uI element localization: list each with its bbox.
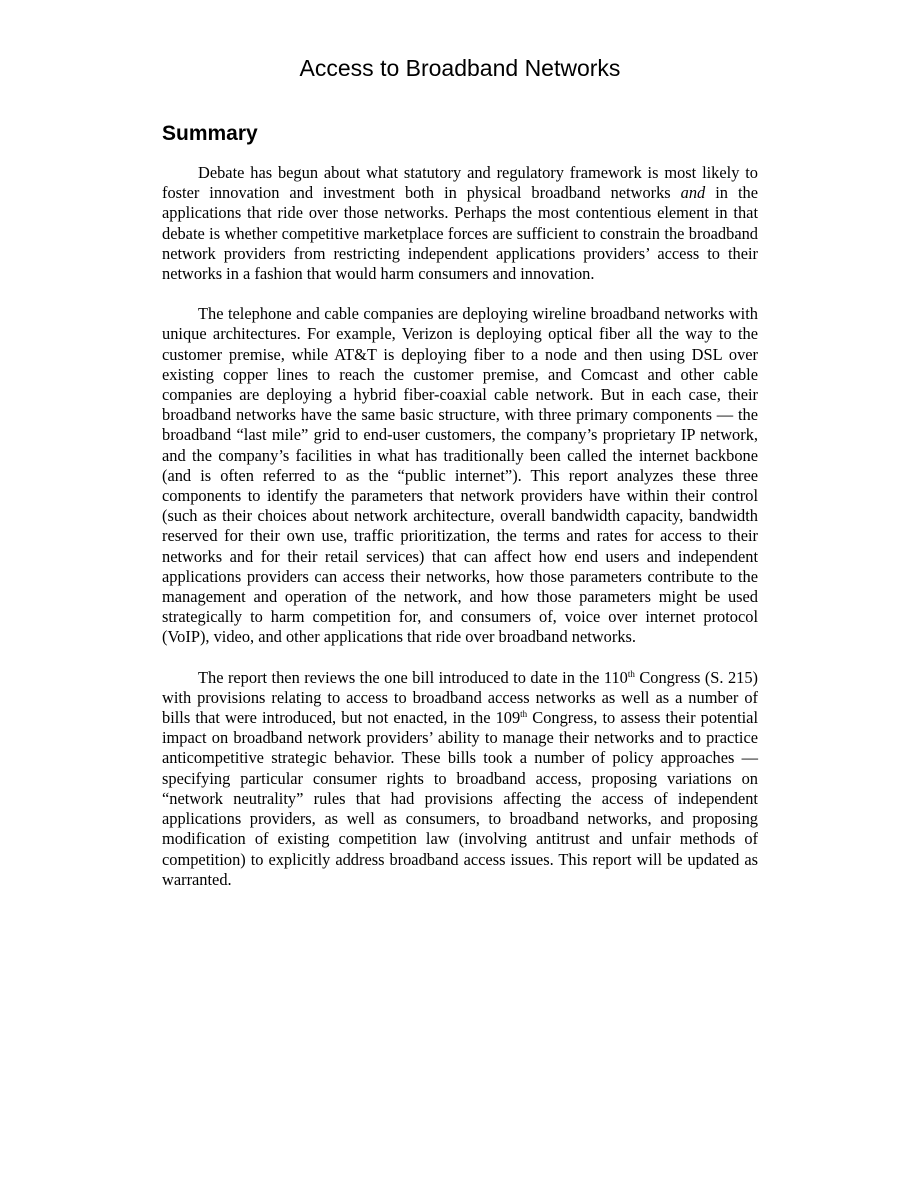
paragraph-1-text-a: Debate has begun about what statutory and regulatory framework is most likely to foster innovation and investment both in physical broadband networks bbox=[162, 163, 758, 203]
paragraph-3-text-b: Congress (S. 215) with provisions relating to access to broadband access networks as well as a number of bills that were introduced, but not enacted, in the 109 bbox=[162, 667, 758, 728]
summary-paragraph-2: The telephone and cable companies are deploying wireline broadband networks with unique architectures. For example, Verizon is deploying optical fiber all the way to the customer premise, while AT&T is deploying fiber to a node and then using DSL over existing copper lines to reach the customer premise, and Comcast and other cable companies are deploying a hybrid fiber-coaxial cable network. But in each case, their broadband networks have the same basic structure, with three primary components — the broadband “last mile” grid to end-user customers, the company’s proprietary IP network, and the company’s facilities in what has traditionally been called the internet backbone (and is often referred to as the “public internet”). This report analyzes these three components to identify the parameters that network providers have within their control (such as their choices about network architecture, overall bandwidth capacity, bandwidth reserved for their own use, traffic prioritization, the terms and rates for access to their networks and for their retail services) that can affect how end users and independent applications providers can access their networks, how those parameters contribute to the management and operation of the network, and how those parameters might be used strategically to harm competition for, and consumers of, voice over internet protocol (VoIP), video, and other applications that ride over broadband networks. bbox=[162, 304, 758, 647]
paragraph-1-text-b: in the applications that ride over those networks. Perhaps the most contentious element in that debate is whether competitive marketplace forces are sufficient to constrain the broadband network providers from restricting independent applications providers’ access to their networks in a fashion that would harm consumers and innovation. bbox=[162, 183, 758, 284]
paragraph-3-text-c: Congress, to assess their potential impact on broadband network providers’ ability to manage their networks and to practice anticompetitive strategic behavior. These bills took a number of policy approaches — specifying particular consumer rights to broadband access, proposing variations on “network neutrality” rules that had provisions affecting the access of independent applications providers, as well as consumers, to broadband networks, and proposing modification of existing competition law (involving antitrust and unfair methods of competition) to explicitly address broadband access issues. This report will be updated as warranted. bbox=[162, 708, 759, 889]
paragraph-1-emphasis: and bbox=[680, 183, 706, 203]
ordinal-superscript-109: th bbox=[520, 709, 528, 720]
document-page bbox=[162, 54, 758, 890]
document-title: Access to Broadband Networks bbox=[299, 55, 621, 81]
section-heading-summary: Summary bbox=[162, 122, 258, 145]
paragraph-3-text-a: The report then reviews the one bill introduced to date in the 110 bbox=[198, 667, 628, 687]
summary-paragraph-1 bbox=[162, 163, 758, 284]
ordinal-superscript-110: th bbox=[627, 668, 635, 679]
summary-paragraph-3 bbox=[162, 668, 758, 890]
